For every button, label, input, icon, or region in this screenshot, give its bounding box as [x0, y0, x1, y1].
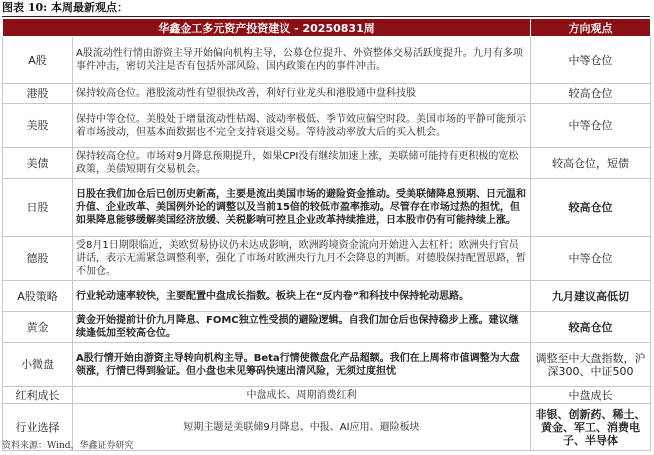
table-row: [3, 343, 651, 387]
table-row: [3, 37, 651, 84]
caption-divider: [2, 16, 650, 17]
asset-comment: 行业轮动速率较快，主要配置中盘成长指数。板块上在“反内卷”和科技中保持轮动思路。: [73, 281, 531, 312]
asset-name: 小微盘: [3, 343, 73, 387]
asset-view: 九月建议高低切: [531, 281, 651, 312]
asset-comment: 日股在我们加仓后已创历史新高，主要是流出美国市场的避险资金推动。受美联储降息预期、日元温和升值、企业改革、美国例外论的调整以及当前15倍的较低市盈率推动。尽管存在市场过热的担忧，但如果降息能够缓解美国经济放缓、关税影响可控且企业改革持续推进，日本股市仍有可能持续上涨。: [73, 179, 531, 237]
asset-comment: 中盘成长、周期消费红利: [73, 387, 531, 404]
asset-comment: 短期主题是美联储9月降息、中报、AI应用、避险板块: [73, 404, 531, 451]
header-title: 华鑫金工多元资产投资建议 - 20250831周: [3, 19, 531, 37]
asset-comment: A股行情开始由游资主导转向机构主导。Beta行情使微盘化产品超额。我们在上周将市值调整为大盘领涨，行情已得到验证。但小盘也未见筹码快速出清风险，无须过度担忧: [73, 343, 531, 387]
asset-name: 港股: [3, 84, 73, 104]
asset-view-table: [2, 18, 651, 451]
asset-view: 中盘成长: [531, 387, 651, 404]
asset-name: 行业选择: [3, 404, 73, 451]
asset-name: A股策略: [3, 281, 73, 312]
table-row: [3, 148, 651, 179]
table-row: [3, 104, 651, 148]
asset-view: 较高仓位: [531, 84, 651, 104]
asset-name: A股: [3, 37, 73, 84]
asset-view: 中等仓位: [531, 104, 651, 148]
asset-view: 中等仓位: [531, 237, 651, 281]
table-row: [3, 179, 651, 237]
asset-comment: 黄金开始提前计价九月降息、FOMC独立性受损的避险逻辑。自我们加仓后也保持稳步上涨。建议继续逢低加至较高仓位。: [73, 312, 531, 343]
asset-name: 美债: [3, 148, 73, 179]
table-row: [3, 281, 651, 312]
table-row: [3, 387, 651, 404]
table-header-row: [3, 19, 651, 37]
asset-view: 调整至中大盘指数，沪深300、中证500: [531, 343, 651, 387]
table-row: [3, 312, 651, 343]
table-row: [3, 237, 651, 281]
source-note: 资料来源：Wind，华鑫证券研究: [2, 441, 134, 451]
asset-view: 较高仓位: [531, 312, 651, 343]
asset-view: 中等仓位: [531, 37, 651, 84]
asset-name: 德股: [3, 237, 73, 281]
figure-caption: 图表 10: 本周最新观点：: [2, 1, 129, 14]
header-view: 方向观点: [531, 19, 651, 37]
asset-name: 红利成长: [3, 387, 73, 404]
asset-comment: 受8月1日期限临近，美欧贸易协议仍未达成影响，欧洲跨境资金流向开始进入去杠杆；欧洲央行官员讲话，表示无需紧急调整利率，强化了市场对欧洲央行九月不会降息的判断。对德股保持配置思路，暂不加仓。: [73, 237, 531, 281]
asset-name: 美股: [3, 104, 73, 148]
asset-comment: 保持较高仓位。市场对9月降息预期提升，如果CPI没有继续加速上涨，美联储可能持有更积极的宽松政策，美债短期有交易机会。: [73, 148, 531, 179]
asset-view: 较高仓位，短债: [531, 148, 651, 179]
asset-name: 日股: [3, 179, 73, 237]
asset-comment: A股流动性行情由游资主导开始偏向机构主导，公募仓位提升、外资整体交易活跃度提升。九月有多项事件冲击，密切关注是否有包括外部风险、国内政策在内的事件冲击。: [73, 37, 531, 84]
asset-view: 较高仓位: [531, 179, 651, 237]
table-row: [3, 84, 651, 104]
asset-name: 黄金: [3, 312, 73, 343]
asset-view: 非银、创新药、稀土、黄金、军工、消费电子、半导体: [531, 404, 651, 451]
asset-comment: 保持较高仓位。港股流动性有望很快改善，利好行业龙头和港股通中盘科技股: [73, 84, 531, 104]
asset-comment: 保持中等仓位。美股处于增量流动性枯竭、波动率极低、季节效应偏空时段。美国市场的平静可能预示着市场波动，但基本面数据也不完全支持衰退交易。等待波动率放大后的买入机会。: [73, 104, 531, 148]
